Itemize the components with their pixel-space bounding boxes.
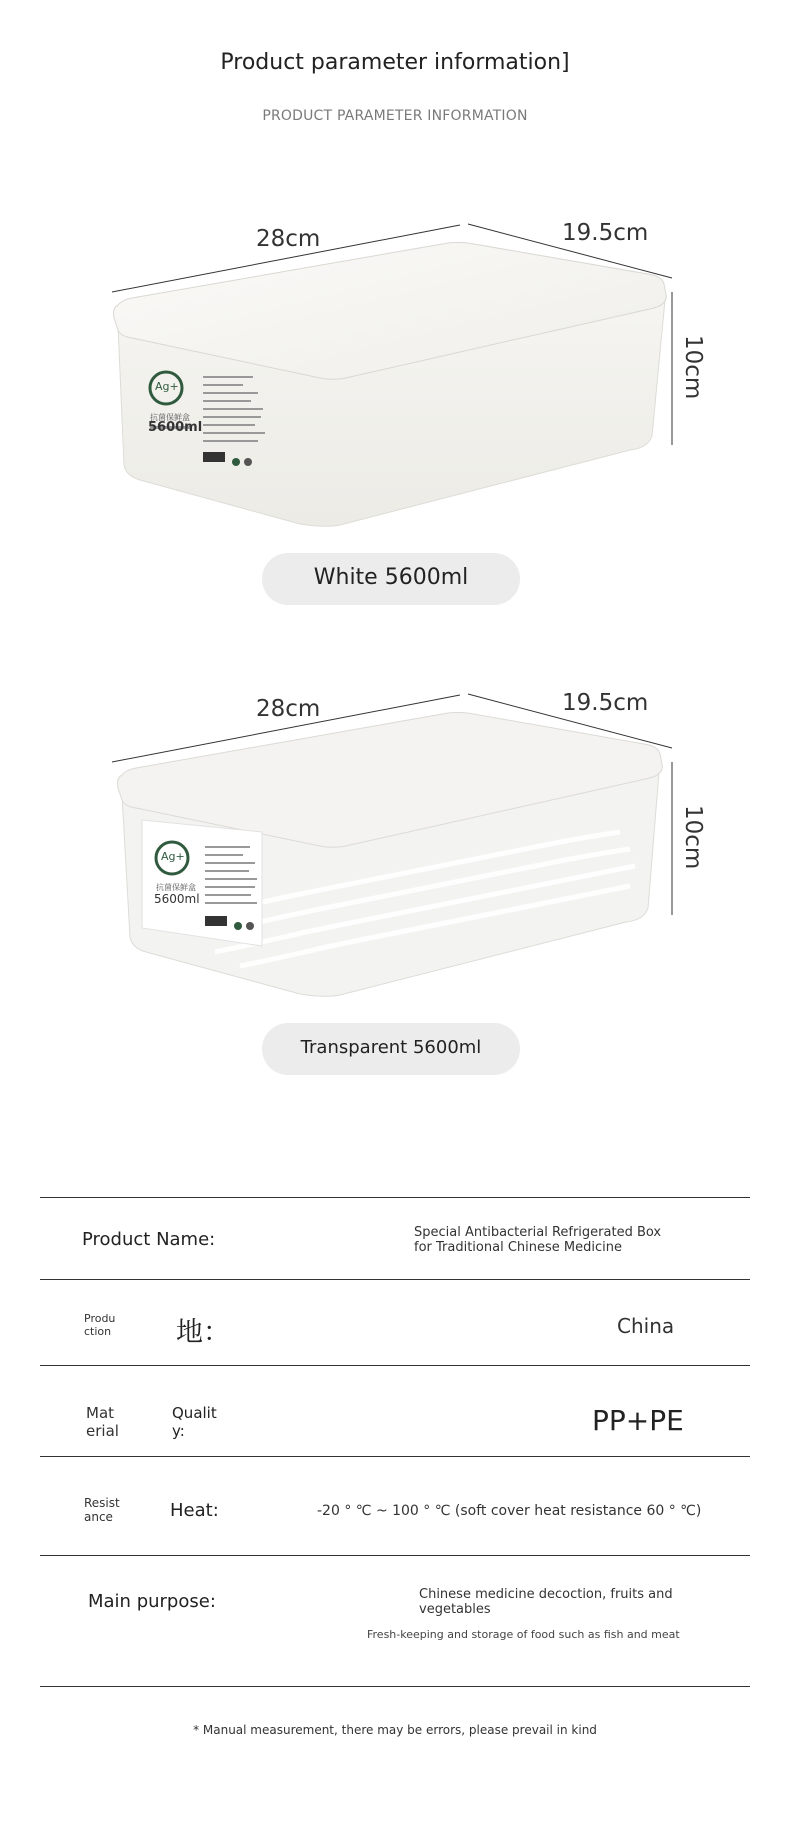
purpose-value [419, 1587, 673, 1617]
table-divider [40, 1279, 750, 1280]
material-small-label: Mat erial [86, 1404, 119, 1440]
table-divider [40, 1365, 750, 1366]
capacity-print: 5600ml [154, 892, 200, 906]
purpose-line1: Chinese medicine decoction, fruits and [419, 1587, 673, 1602]
table-divider [40, 1197, 750, 1198]
page-title: Product parameter information] [220, 50, 570, 75]
badge-text: Ag+ [155, 380, 179, 393]
height-dimension: 10cm [680, 335, 706, 400]
table-divider [40, 1555, 750, 1556]
badge-text: Ag+ [161, 850, 185, 863]
material-label: Qualit y: [172, 1404, 217, 1440]
footnote: * Manual measurement, there may be errors, please prevail in kind [193, 1723, 597, 1737]
width-dimension: 19.5cm [562, 690, 649, 716]
purpose-line3: Fresh-keeping and storage of food such as fish and meat [367, 1628, 680, 1641]
variant-transparent-pill [262, 1023, 520, 1075]
product-name-line1: Special Antibacterial Refrigerated Box [414, 1225, 662, 1240]
material-value: PP+PE [592, 1404, 684, 1437]
label-text: 抗菌保鲜盒 [150, 413, 190, 422]
variant-white-label: White 5600ml [313, 565, 469, 590]
table-divider [40, 1456, 750, 1457]
product-name-label: Product Name: [82, 1229, 216, 1250]
variant-white-pill [262, 553, 520, 605]
height-dimension: 10cm [680, 805, 706, 870]
origin-label: 地： [176, 1317, 230, 1348]
origin-small-label: Produ ction [84, 1312, 116, 1338]
product-name-line2: for Traditional Chinese Medicine [414, 1240, 622, 1255]
white-box-image [0, 180, 790, 510]
capacity-print: 5600ml [148, 420, 203, 435]
origin-value: China [617, 1314, 675, 1338]
table-divider [40, 1686, 750, 1687]
product-name-value [414, 1225, 661, 1255]
purpose-line2: vegetables [419, 1602, 491, 1617]
heat-small-label: Resist ance [84, 1496, 120, 1524]
length-dimension: 28cm [256, 226, 321, 252]
heat-label: Heat: [170, 1500, 219, 1521]
transparent-box-image [0, 650, 790, 980]
variant-transparent-label: Transparent 5600ml [300, 1037, 482, 1058]
width-dimension: 19.5cm [562, 220, 649, 246]
page-subtitle: PRODUCT PARAMETER INFORMATION [262, 108, 528, 124]
label-text: 抗菌保鲜盒 [156, 883, 196, 892]
purpose-label: Main purpose: [88, 1591, 216, 1612]
length-dimension: 28cm [256, 696, 321, 722]
product-white-section [0, 180, 790, 630]
heat-value: -20 ° ℃ ~ 100 ° ℃ (soft cover heat resistance 60 ° ℃) [317, 1503, 702, 1519]
product-transparent-section [0, 650, 790, 1100]
